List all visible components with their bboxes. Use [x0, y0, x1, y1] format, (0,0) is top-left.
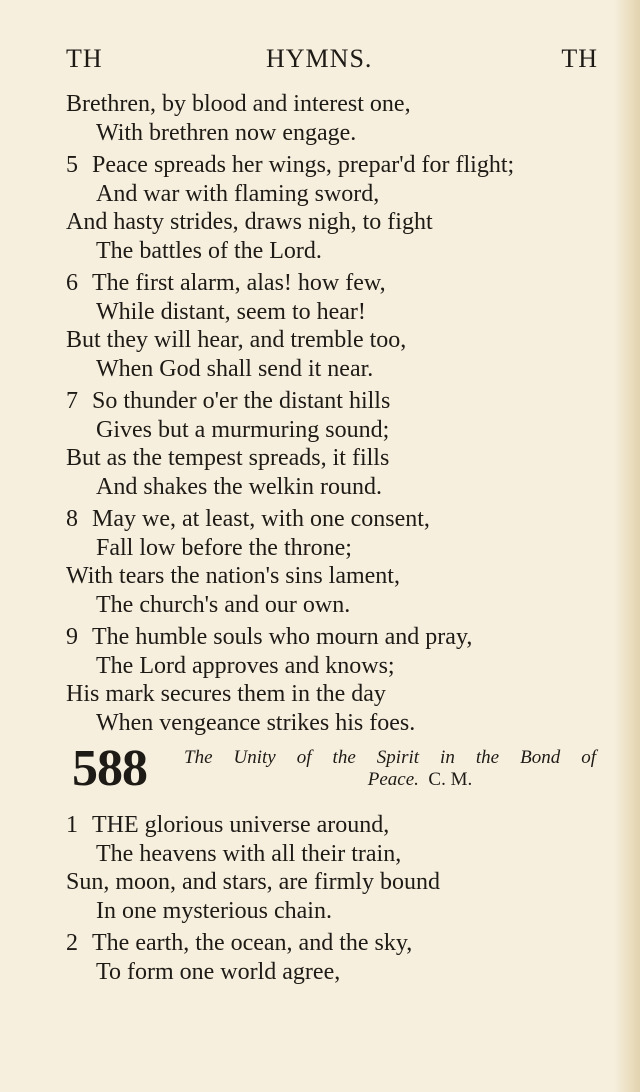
verse [66, 623, 606, 737]
hymn-number: 588 [72, 740, 147, 797]
hymn-meter: C. M. [428, 769, 473, 790]
verse-line: May we, at least, with one consent, [92, 506, 430, 532]
hymn-heading [66, 740, 606, 801]
verse-line: Sun, moon, and stars, are firmly bound [66, 869, 440, 895]
verse-line: To form one world agree, [96, 958, 341, 985]
verse-line: With brethren now engage. [96, 119, 357, 146]
verse-line: But they will hear, and tremble too, [66, 327, 407, 353]
verse-line: When God shall send it near. [96, 355, 374, 382]
verse-number: 5 [66, 152, 78, 178]
page-edge [614, 0, 640, 1092]
verse-line: And hasty strides, draws nigh, to fight [66, 209, 433, 235]
verse-line: The battles of the Lord. [96, 237, 322, 264]
hymn-title-line: Peace. [367, 769, 419, 790]
verse-line: The heavens with all their train, [96, 840, 402, 867]
verse-line: In one mysterious chain. [96, 897, 332, 924]
verse-line: And war with flaming sword, [96, 180, 380, 207]
verse [66, 269, 606, 383]
verse-line: With tears the nation's sins lament, [66, 563, 400, 589]
verse-number: 8 [66, 506, 78, 532]
verse-line: So thunder o'er the distant hills [92, 388, 391, 414]
verse-number: 1 [66, 812, 78, 838]
header-center: HYMNS. [266, 44, 373, 73]
hymn-text [66, 90, 606, 986]
verse-line: When vengeance strikes his foes. [96, 709, 416, 736]
verse-line: Gives but a murmuring sound; [96, 416, 390, 443]
verse-line: Peace spreads her wings, prepar'd for flight; [92, 152, 515, 178]
verse-line: The church's and our own. [96, 591, 351, 618]
verse-line: His mark secures them in the day [66, 681, 386, 707]
verse-number: 6 [66, 270, 78, 296]
verse-line: And shakes the welkin round. [96, 473, 382, 500]
verse-line: The humble souls who mourn and pray, [92, 624, 473, 650]
verse [66, 505, 606, 619]
verse-number: 9 [66, 624, 78, 650]
verse-number: 2 [66, 930, 78, 956]
verse-line: The first alarm, alas! how few, [92, 270, 386, 296]
verse-line: The earth, the ocean, and the sky, [92, 930, 413, 956]
verse-line: But as the tempest spreads, it fills [66, 445, 390, 471]
verse-line: Brethren, by blood and interest one, [66, 91, 411, 117]
header-right: TH [561, 44, 598, 73]
header-left: TH [66, 44, 103, 73]
verse-line: While distant, seem to hear! [96, 298, 366, 325]
verse-line: Fall low before the throne; [96, 534, 352, 561]
verse-number: 7 [66, 388, 78, 414]
verse-line: THE glorious universe around, [92, 812, 390, 838]
verse-line: The Lord approves and knows; [96, 652, 395, 679]
verse [66, 811, 606, 925]
verse [66, 387, 606, 501]
verse [66, 929, 606, 986]
hymn-title [184, 747, 596, 791]
running-header [66, 44, 598, 84]
verse [66, 151, 606, 265]
hymn-title-line: The Unity of the Spirit in the Bond of [184, 747, 596, 768]
